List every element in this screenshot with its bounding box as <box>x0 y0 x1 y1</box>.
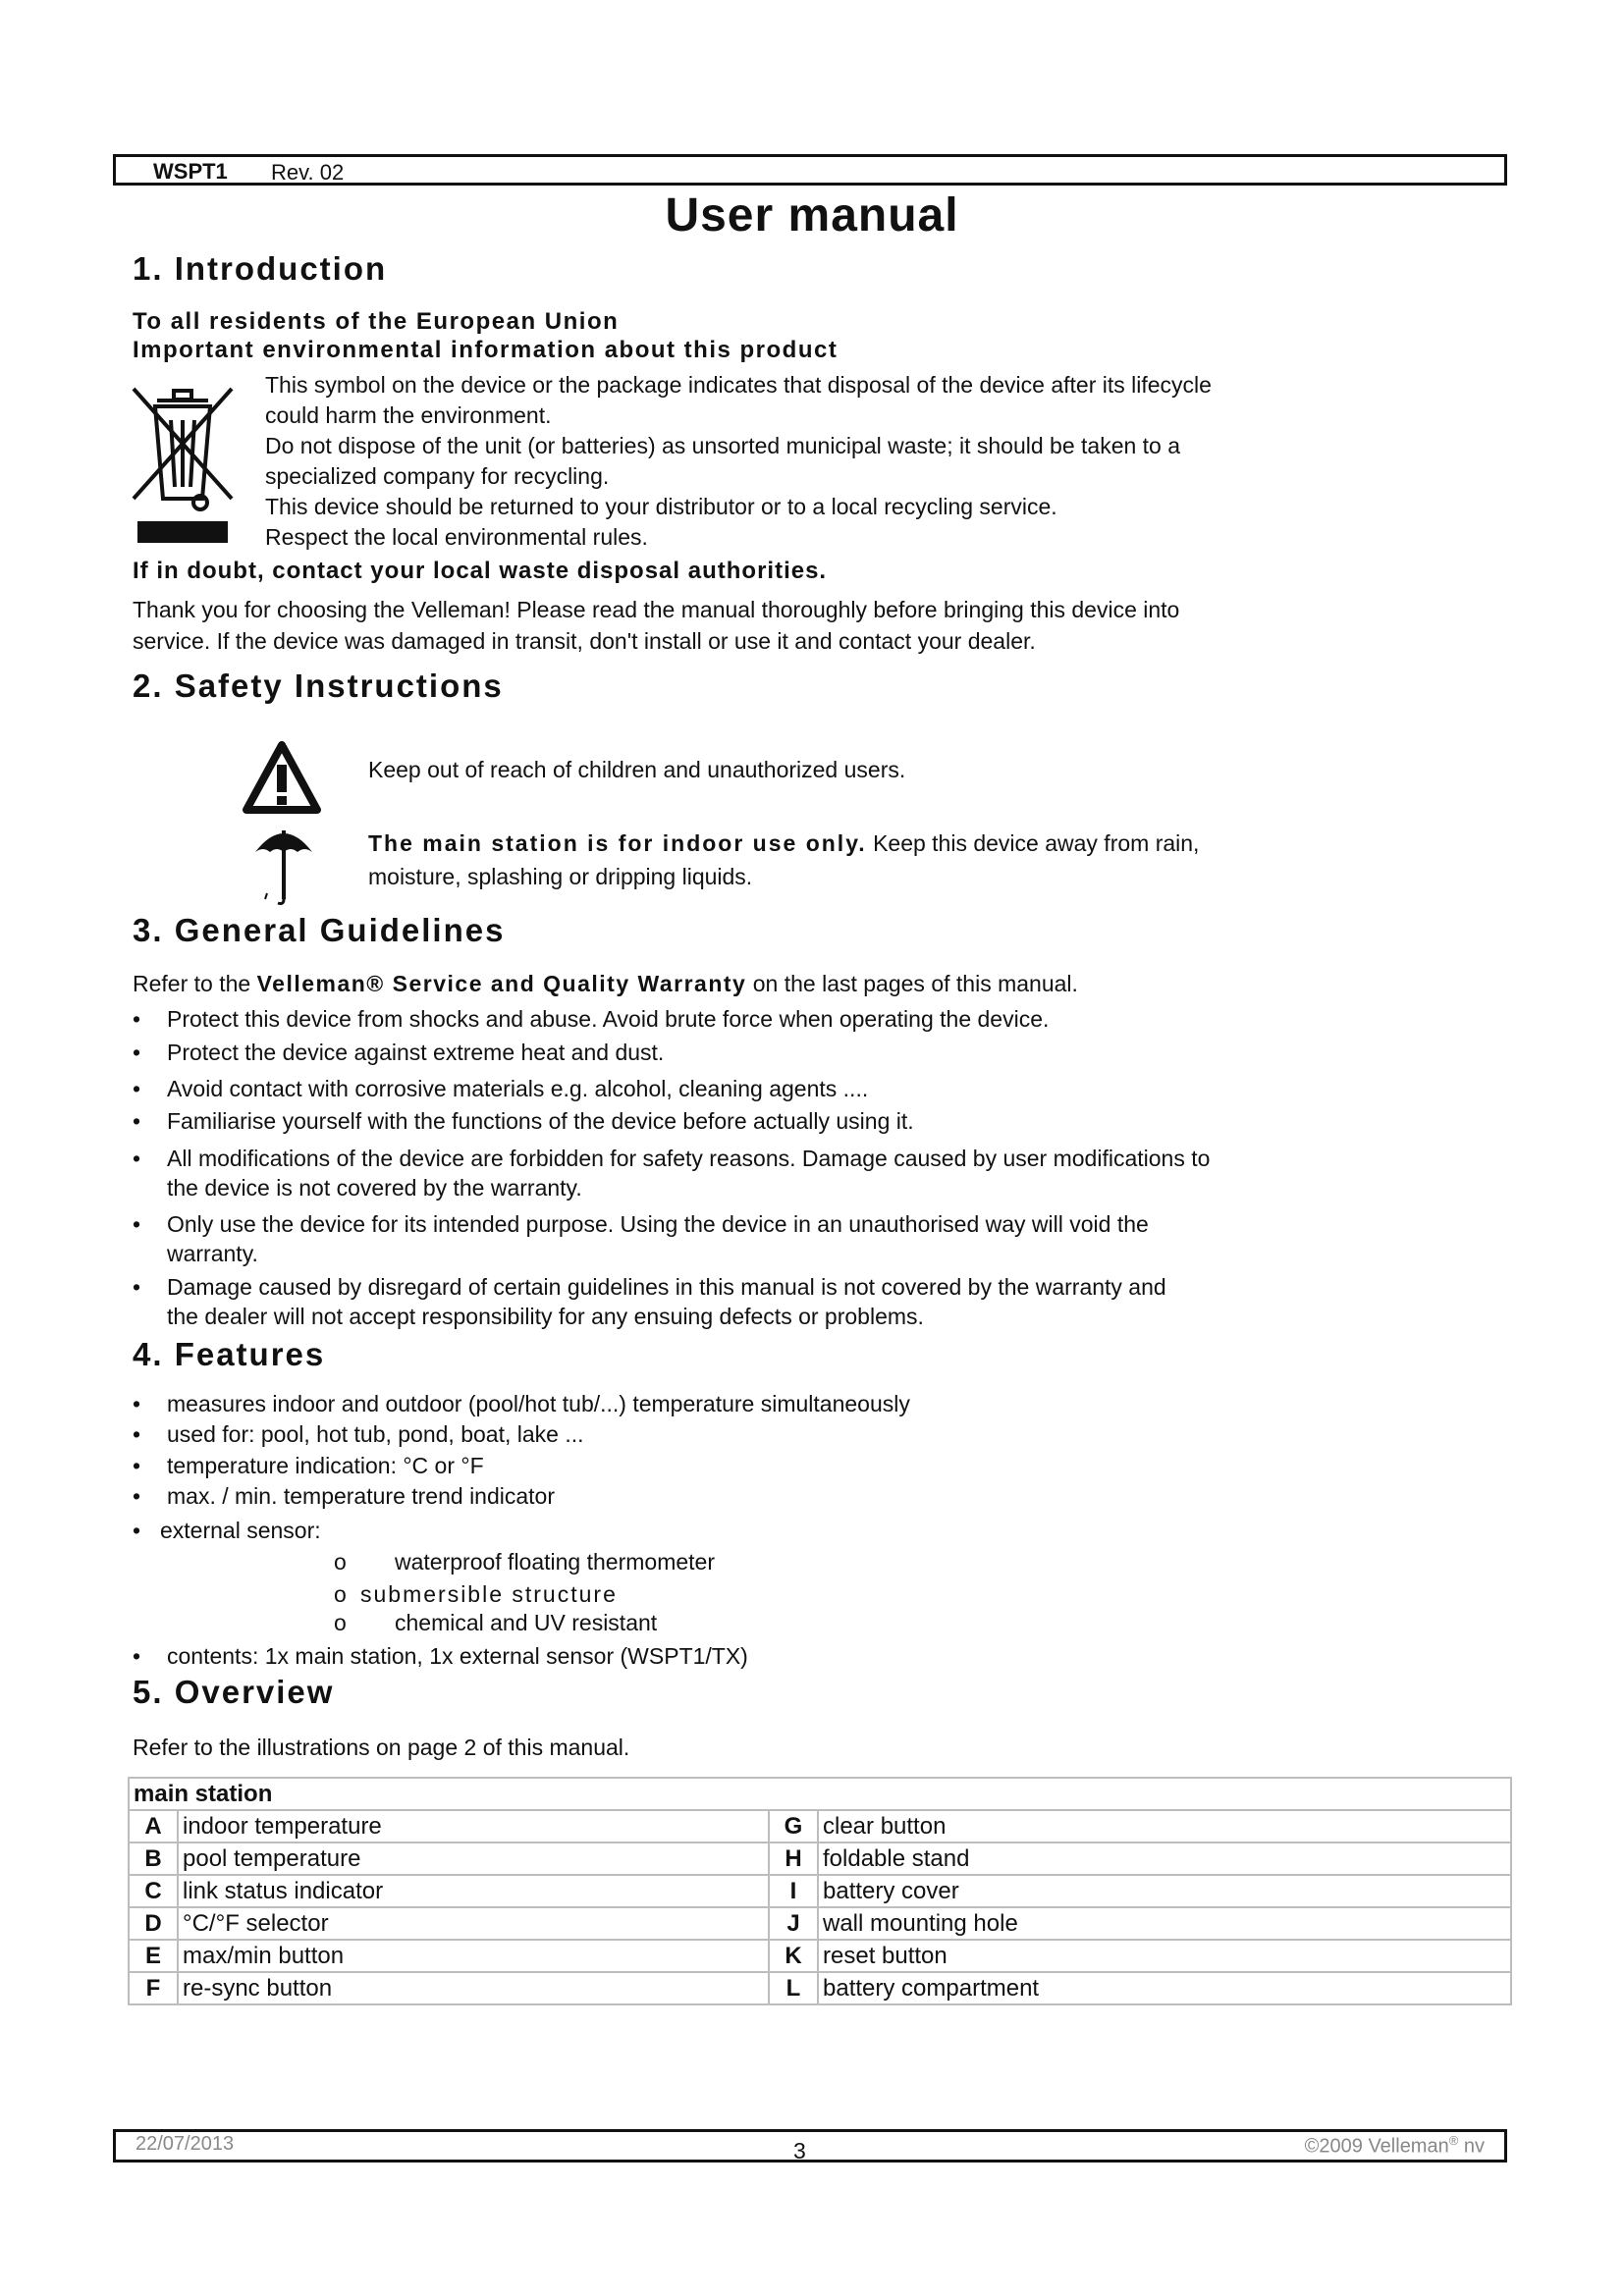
part-label: battery cover <box>818 1875 1511 1907</box>
keep-out-text: Keep out of reach of children and unauthorized users. <box>368 757 906 782</box>
document-footer <box>113 2129 1507 2163</box>
thanks-line: service. If the device was damaged in transit, don't install or use it and contact your dealer. <box>133 628 1036 654</box>
revision: Rev. 02 <box>271 160 345 185</box>
sub-item <box>334 1608 658 1638</box>
env-line: could harm the environment. <box>265 402 552 428</box>
feature-text: measures indoor and outdoor (pool/hot tub/...) temperature simultaneously <box>167 1391 910 1416</box>
sub-bullet: o <box>334 1549 347 1575</box>
table-row <box>129 1778 1511 1810</box>
list-line: warranty. <box>167 1241 258 1266</box>
features-heading: 4. Features <box>133 1336 326 1372</box>
table-row <box>129 1907 1511 1940</box>
env-line: specialized company for recycling. <box>265 463 610 489</box>
list-line: Familiarise yourself with the functions of the device before actually using it. <box>167 1108 914 1134</box>
part-label: max/min button <box>178 1940 769 1972</box>
sub-item <box>334 1579 618 1610</box>
env-text <box>265 370 1492 553</box>
part-letter: L <box>769 1972 818 2004</box>
list-line: Damage caused by disregard of certain guidelines in this manual is not covered by the warranty and <box>167 1274 1166 1300</box>
thanks-line: Thank you for choosing the Velleman! Please read the manual thoroughly before bringing this device into <box>133 597 1180 622</box>
feature-text: used for: pool, hot tub, pond, boat, lake ... <box>167 1421 584 1447</box>
list-line: Protect the device against extreme heat and dust. <box>167 1040 665 1065</box>
page-number: 3 <box>793 2138 806 2163</box>
table-title: main station <box>129 1778 1511 1810</box>
list-line: Only use the device for its intended purpose. Using the device in an unauthorised way will void the <box>167 1211 1149 1237</box>
part-letter: A <box>129 1810 178 1842</box>
footer-copyright <box>1305 2133 1485 2159</box>
table-row <box>129 1972 1511 2004</box>
part-label: re-sync button <box>178 1972 769 2004</box>
table-row <box>129 1940 1511 1972</box>
guidelines-heading: 3. General Guidelines <box>133 912 506 948</box>
list-line: All modifications of the device are forbidden for safety reasons. Damage caused by user modifications to <box>167 1146 1211 1171</box>
part-label: link status indicator <box>178 1875 769 1907</box>
part-letter: F <box>129 1972 178 2004</box>
warning-icon <box>243 741 321 816</box>
part-label: foldable stand <box>818 1842 1511 1875</box>
list-line: the dealer will not accept responsibility for any ensuing defects or problems. <box>167 1304 924 1329</box>
refer-pre: Refer to the <box>133 971 251 996</box>
list-line: the device is not covered by the warranty. <box>167 1175 582 1201</box>
copyright-text: ©2009 Velleman <box>1304 2135 1449 2158</box>
part-letter: D <box>129 1907 178 1940</box>
footer-date: 22/07/2013 <box>135 2133 235 2155</box>
env-line: Respect the local environmental rules. <box>265 524 648 550</box>
registered-mark: ® <box>1448 2133 1459 2148</box>
part-label: indoor temperature <box>178 1810 769 1842</box>
part-label: °C/°F selector <box>178 1907 769 1940</box>
warranty-reference <box>133 969 1507 999</box>
env-line: Do not dispose of the unit (or batteries) as unsorted municipal waste; it should be taken to a <box>265 433 1181 458</box>
part-letter: K <box>769 1940 818 1972</box>
list-line: Avoid contact with corrosive materials e.g. alcohol, cleaning agents .... <box>167 1076 869 1101</box>
weee-bin-icon <box>128 381 238 550</box>
part-letter: B <box>129 1842 178 1875</box>
part-label: clear button <box>818 1810 1511 1842</box>
part-letter: E <box>129 1940 178 1972</box>
thanks-text <box>133 594 1507 657</box>
feature-text: max. / min. temperature trend indicator <box>167 1483 555 1509</box>
indoor-rest: Keep this device away from rain, <box>873 830 1200 856</box>
feature-text: temperature indication: °C or °F <box>167 1453 484 1478</box>
table-row <box>129 1842 1511 1875</box>
sub-item-text: chemical and UV resistant <box>395 1610 658 1635</box>
sub-bullet: o <box>334 1581 347 1607</box>
sub-item-text: submersible structure <box>360 1581 618 1607</box>
warranty-name: Velleman® Service and Quality Warranty <box>256 971 747 996</box>
list-line: Protect this device from shocks and abuse. Avoid brute force when operating the device. <box>167 1006 1050 1032</box>
feature-text: external sensor: <box>160 1518 321 1543</box>
table-row <box>129 1875 1511 1907</box>
part-label: pool temperature <box>178 1842 769 1875</box>
intro-heading: 1. Introduction <box>133 250 388 287</box>
refer-post: on the last pages of this manual. <box>752 971 1078 996</box>
part-label: reset button <box>818 1940 1511 1972</box>
table-row <box>129 1810 1511 1842</box>
copyright-suffix: nv <box>1463 2135 1485 2158</box>
sub-item <box>334 1547 715 1577</box>
eu-residents: To all residents of the European Union <box>133 308 620 335</box>
env-line: This device should be returned to your distributor or to a local recycling service. <box>265 494 1057 519</box>
part-label: battery compartment <box>818 1972 1511 2004</box>
sub-bullet: o <box>334 1610 347 1635</box>
part-letter: H <box>769 1842 818 1875</box>
parts-table <box>128 1777 1512 2005</box>
part-label: wall mounting hole <box>818 1907 1511 1940</box>
part-letter: C <box>129 1875 178 1907</box>
env-info-heading: Important environmental information about this product <box>133 337 839 363</box>
page-title: User manual <box>665 189 959 241</box>
part-letter: I <box>769 1875 818 1907</box>
doubt-notice: If in doubt, contact your local waste disposal authorities. <box>133 558 828 584</box>
model-code: WSPT1 <box>153 159 228 184</box>
feature-text: contents: 1x main station, 1x external sensor (WSPT1/TX) <box>167 1643 748 1669</box>
indoor-line2: moisture, splashing or dripping liquids. <box>368 864 753 889</box>
sub-item-text: waterproof floating thermometer <box>395 1549 715 1575</box>
indoor-text <box>368 828 1497 859</box>
indoor-bold: The main station is for indoor use only. <box>368 830 867 856</box>
part-letter: G <box>769 1810 818 1842</box>
env-line: This symbol on the device or the package indicates that disposal of the device after its lifecycle <box>265 372 1212 398</box>
safety-heading: 2. Safety Instructions <box>133 667 504 704</box>
umbrella-icon <box>253 821 314 905</box>
part-letter: J <box>769 1907 818 1940</box>
overview-refer: Refer to the illustrations on page 2 of this manual. <box>133 1735 630 1760</box>
overview-heading: 5. Overview <box>133 1674 335 1710</box>
document-header <box>113 154 1507 186</box>
